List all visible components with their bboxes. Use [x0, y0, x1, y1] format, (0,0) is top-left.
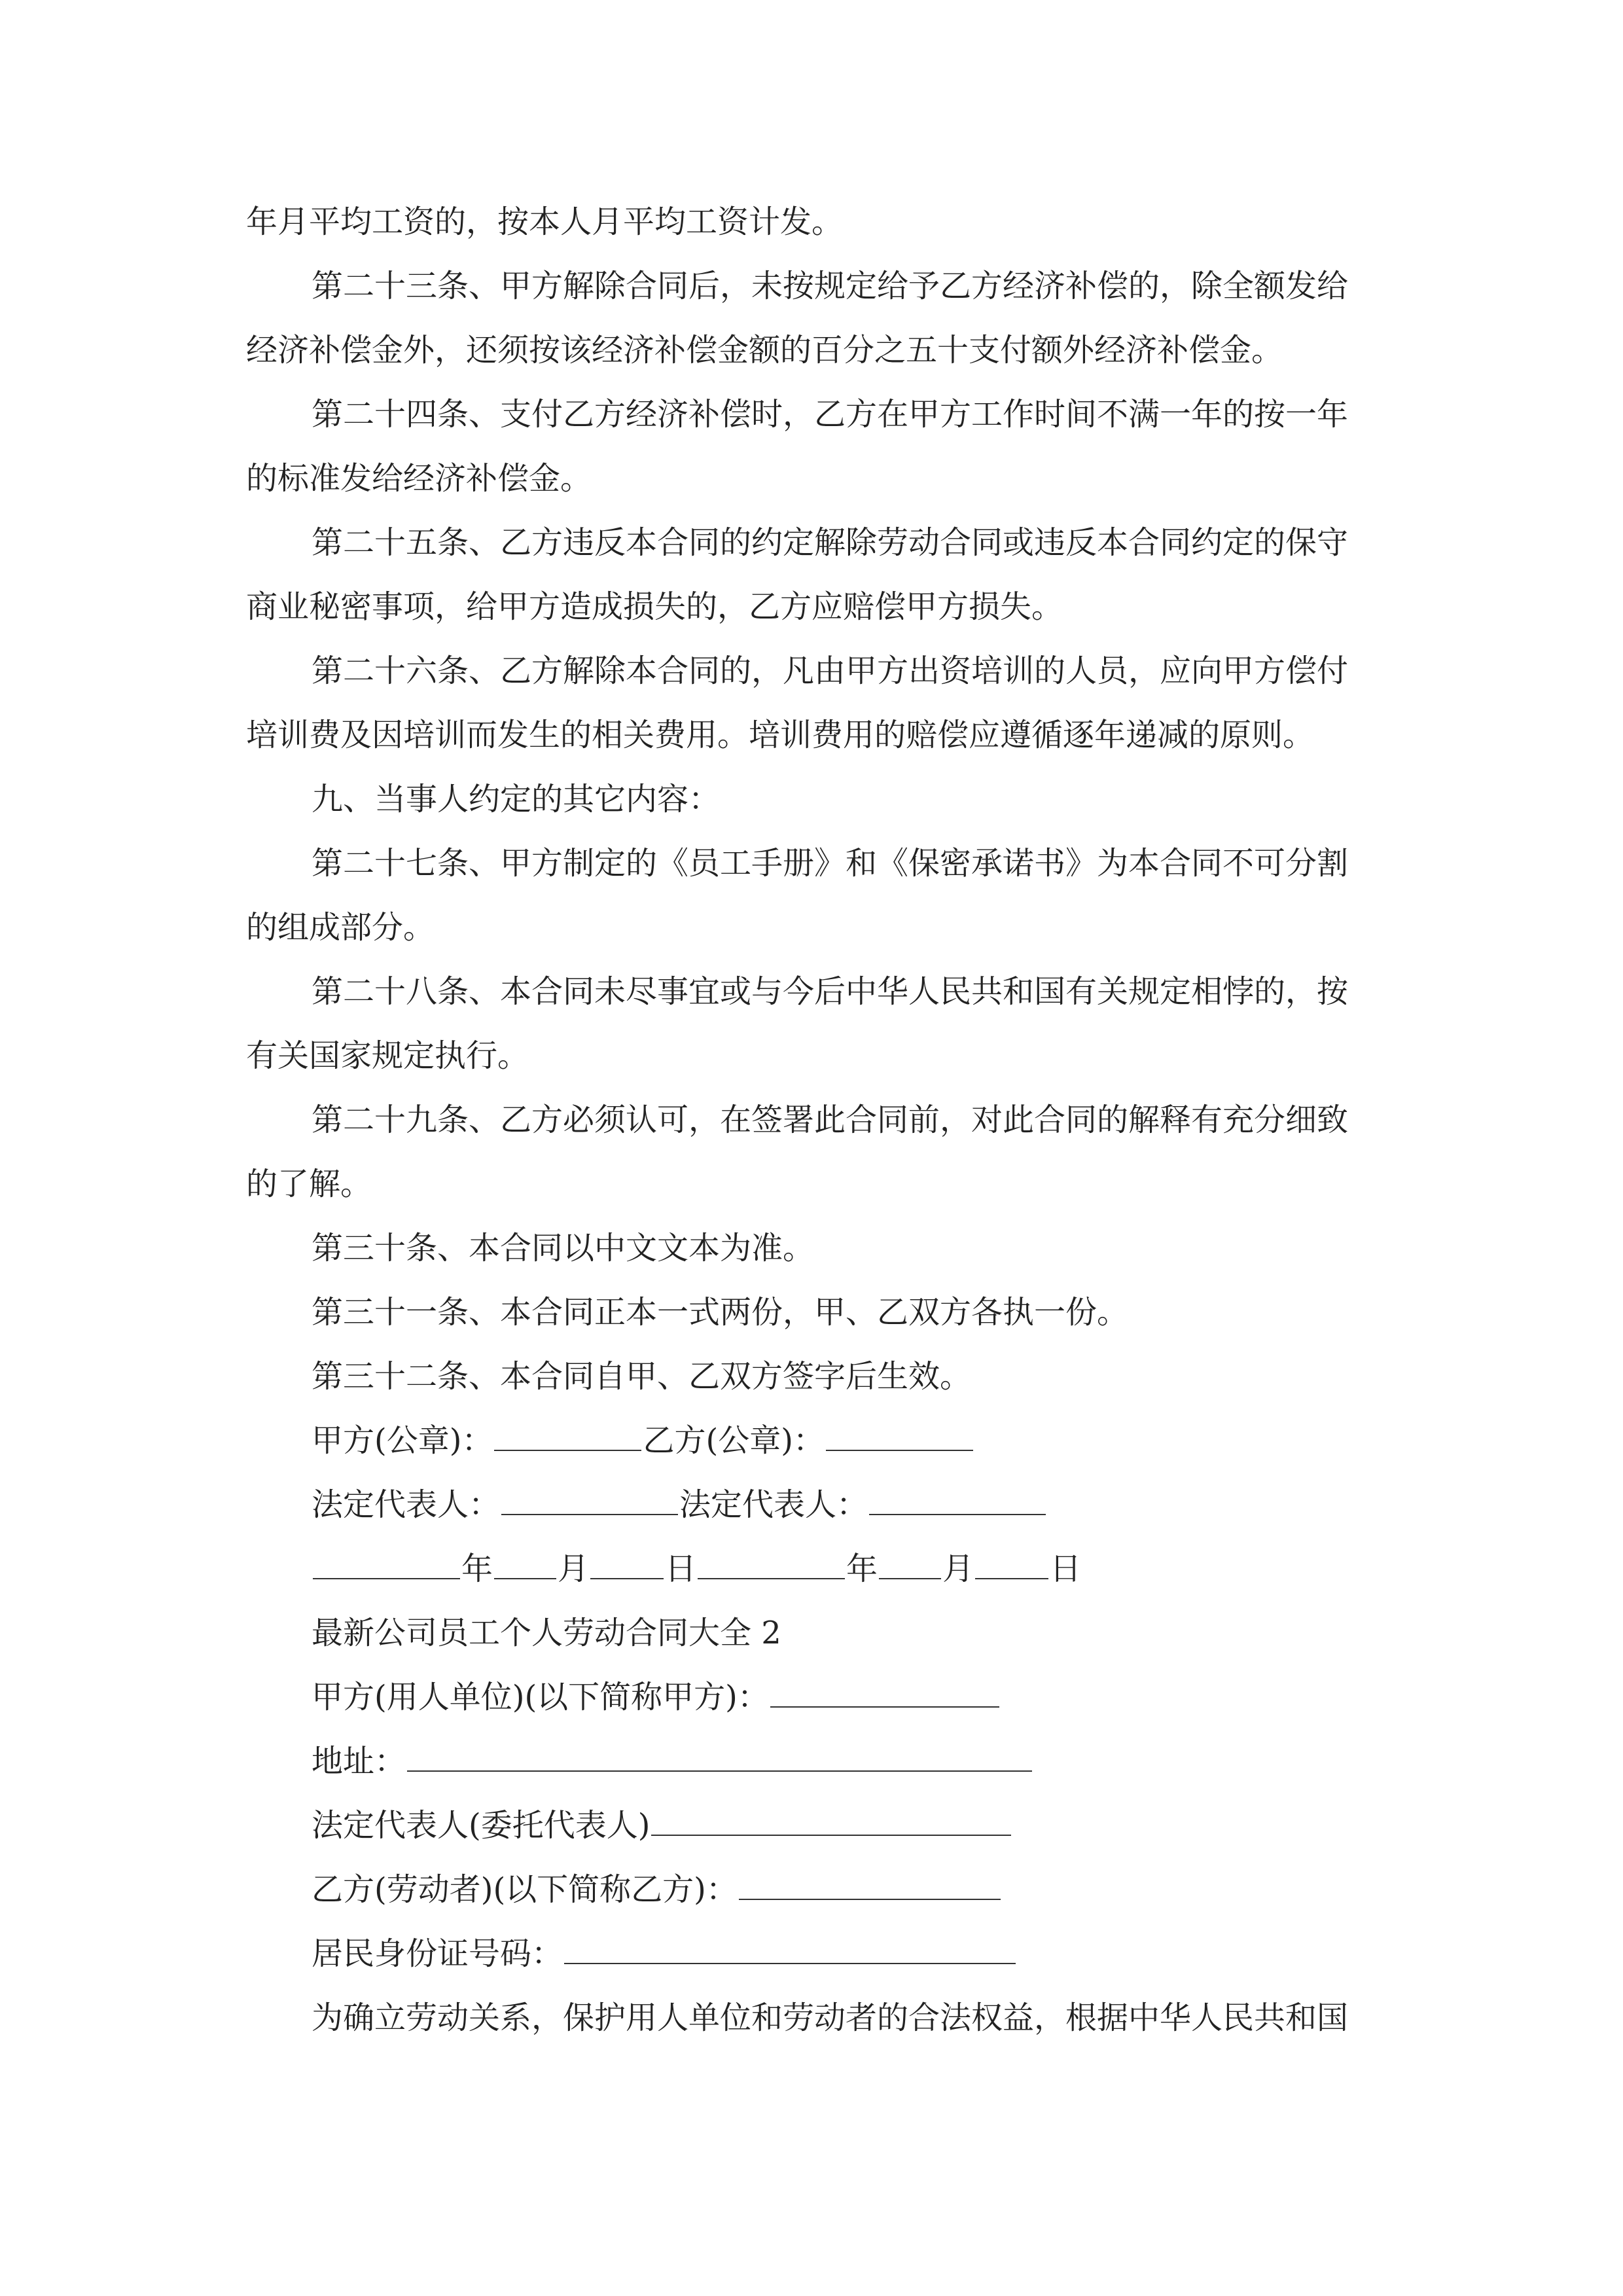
address-label: 地址： — [312, 1743, 406, 1780]
seal-row — [246, 1408, 1380, 1473]
party-a-seal-blank — [494, 1418, 641, 1451]
employee-label: 乙方(劳动者)(以下简称乙方)： — [312, 1871, 738, 1908]
paragraph-line: 培训费及因培训而发生的相关费用。培训费用的赔偿应遵循逐年递减的原则。 — [246, 717, 1315, 753]
paragraph-line: 的了解。 — [246, 1166, 372, 1202]
legal-rep-delegate-row — [246, 1793, 1380, 1857]
employee-row — [246, 1857, 1380, 1922]
clause-23: 第二十三条、甲方解除合同后，未按规定给予乙方经济补偿的，除全额发给 — [312, 268, 1349, 304]
employer-label: 甲方(用人单位)(以下简称甲方)： — [312, 1679, 769, 1715]
clause-28: 第二十八条、本合同未尽事宜或与今后中华人民共和国有关规定相悖的，按 — [312, 973, 1349, 1010]
clause-26: 第二十六条、乙方解除本合同的，凡由甲方出资培训的人员，应向甲方偿付 — [312, 653, 1349, 689]
party-a-year-blank — [313, 1547, 460, 1579]
id-number-label: 居民身份证号码： — [312, 1935, 563, 1972]
employer-row — [246, 1665, 1380, 1729]
party-b-legal-rep-label: 法定代表人： — [679, 1486, 868, 1523]
paragraph-line: 的组成部分。 — [246, 909, 435, 946]
legal-rep-delegate-blank — [651, 1803, 1011, 1836]
section-heading-9: 九、当事人约定的其它内容： — [312, 781, 721, 817]
clause-29: 第二十九条、乙方必须认可，在签署此合同前，对此合同的解释有充分细致 — [312, 1102, 1349, 1138]
address-row — [246, 1729, 1380, 1793]
party-b-seal-blank — [826, 1418, 973, 1451]
party-a-seal-label: 甲方(公章)： — [312, 1422, 493, 1459]
month-label: 月 — [942, 1551, 974, 1587]
clause-27: 第二十七条、甲方制定的《员工手册》和《保密承诺书》为本合同不可分割 — [312, 845, 1349, 882]
clause-31: 第三十一条、本合同正本一式两份，甲、乙双方各执一份。 — [312, 1294, 1129, 1331]
party-b-year-blank — [698, 1547, 845, 1579]
document-body — [246, 190, 1380, 2050]
preamble-line: 为确立劳动关系，保护用人单位和劳动者的合法权益，根据中华人民共和国 — [312, 2000, 1349, 2036]
employer-blank — [770, 1675, 999, 1708]
paragraph-line: 有关国家规定执行。 — [246, 1037, 529, 1074]
party-b-month-blank — [879, 1547, 941, 1579]
clause-25: 第二十五条、乙方违反本合同的约定解除劳动合同或违反本合同约定的保守 — [312, 524, 1349, 561]
contract-2-title: 最新公司员工个人劳动合同大全 2 — [312, 1615, 781, 1651]
party-b-seal-label: 乙方(公章)： — [643, 1422, 825, 1459]
paragraph-line: 商业秘密事项，给甲方造成损失的，乙方应赔偿甲方损失。 — [246, 588, 1063, 625]
party-b-legal-rep-blank — [869, 1482, 1046, 1515]
party-b-day-blank — [975, 1547, 1048, 1579]
party-a-day-blank — [590, 1547, 664, 1579]
clause-30: 第三十条、本合同以中文文本为准。 — [312, 1230, 815, 1266]
year-label: 年 — [461, 1551, 493, 1587]
address-blank — [407, 1739, 1032, 1772]
legal-rep-delegate-label: 法定代表人(委托代表人) — [312, 1807, 651, 1844]
date-row — [246, 1537, 1380, 1601]
id-number-blank — [564, 1931, 1016, 1964]
clause-32: 第三十二条、本合同自甲、乙双方签字后生效。 — [312, 1358, 972, 1395]
id-number-row — [246, 1922, 1380, 1986]
employee-blank — [739, 1867, 1001, 1900]
legal-rep-row — [246, 1473, 1380, 1537]
month-label: 月 — [558, 1551, 590, 1587]
year-label: 年 — [846, 1551, 878, 1587]
party-a-legal-rep-label: 法定代表人： — [312, 1486, 501, 1523]
paragraph-line: 年月平均工资的，按本人月平均工资计发。 — [246, 204, 844, 240]
party-a-legal-rep-blank — [501, 1482, 678, 1515]
paragraph-line: 的标准发给经济补偿金。 — [246, 460, 592, 497]
day-label: 日 — [665, 1551, 697, 1587]
party-a-month-blank — [494, 1547, 556, 1579]
clause-24: 第二十四条、支付乙方经济补偿时，乙方在甲方工作时间不满一年的按一年 — [312, 396, 1349, 433]
day-label: 日 — [1050, 1551, 1082, 1587]
paragraph-line: 经济补偿金外，还须按该经济补偿金额的百分之五十支付额外经济补偿金。 — [246, 332, 1283, 368]
